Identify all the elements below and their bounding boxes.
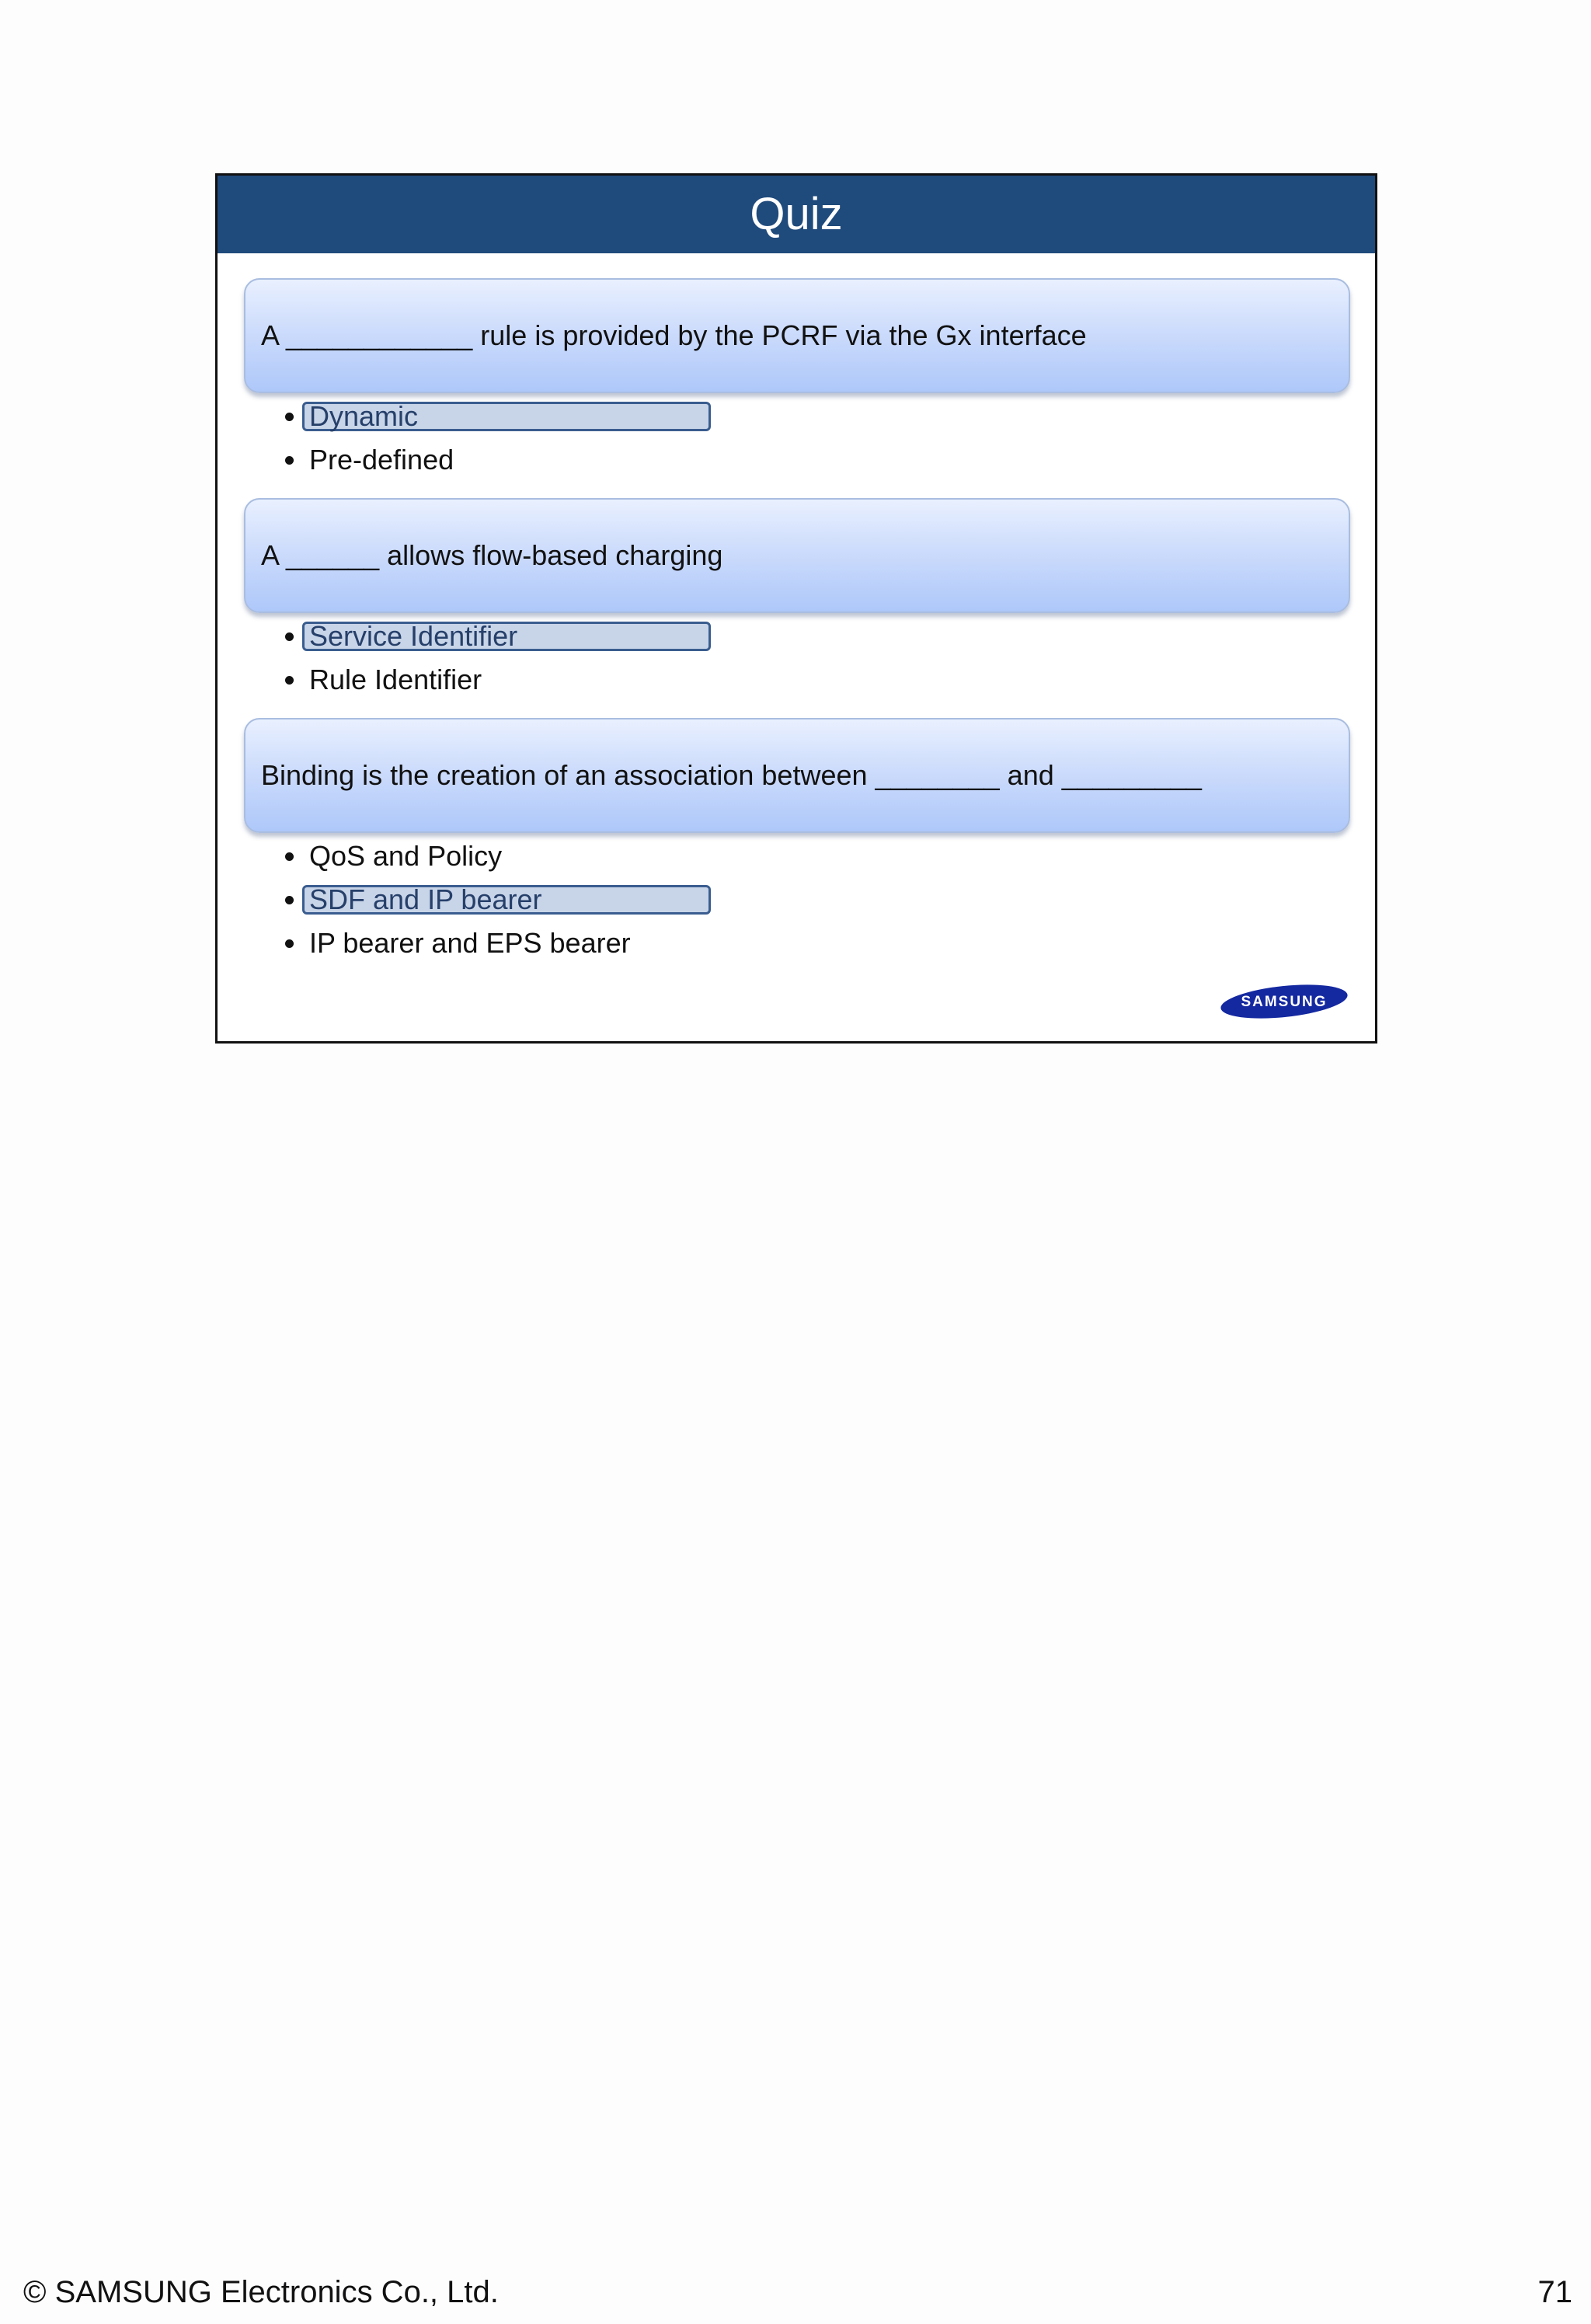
bullet-icon [285,413,294,421]
bullet-icon [285,896,294,904]
question-text: A ______ allows flow-based charging [261,539,723,571]
answer-option[interactable] [218,395,1375,438]
answer-option[interactable] [218,615,1375,658]
bullet-icon [285,852,294,861]
logo-text: SAMSUNG [1241,994,1328,1010]
slide-header [218,176,1375,253]
bullet-icon [285,632,294,641]
question-text: A ____________ rule is provided by the PCRF via the Gx interface [261,319,1087,351]
answer-option[interactable] [218,878,1375,922]
answer-option[interactable] [218,922,1375,965]
footer-copyright: © SAMSUNG Electronics Co., Ltd. [23,2275,499,2309]
answer-label: IP bearer and EPS bearer [309,927,631,959]
answer-list-3 [218,834,1375,965]
answer-label: Service Identifier [309,620,518,652]
quiz-slide [215,173,1377,1044]
question-box-3 [244,718,1350,833]
question-text: Binding is the creation of an association between ________ and _________ [261,759,1202,791]
bullet-icon [285,456,294,465]
samsung-logo-icon [1220,984,1349,1019]
question-box-1 [244,278,1350,393]
bullet-icon [285,939,294,948]
answer-option[interactable] [218,834,1375,878]
answer-label: SDF and IP bearer [309,883,542,915]
answer-label: Pre-defined [309,444,454,476]
question-box-2 [244,498,1350,613]
answer-list-2 [218,615,1375,702]
answer-list-1 [218,395,1375,482]
answer-label: Rule Identifier [309,664,482,695]
answer-label: QoS and Policy [309,840,503,872]
answer-option[interactable] [218,658,1375,702]
answer-option[interactable] [218,438,1375,482]
slide-title: Quiz [750,189,843,239]
answer-label: Dynamic [309,400,419,432]
bullet-icon [285,676,294,685]
page-number: 71 [1537,2275,1572,2309]
